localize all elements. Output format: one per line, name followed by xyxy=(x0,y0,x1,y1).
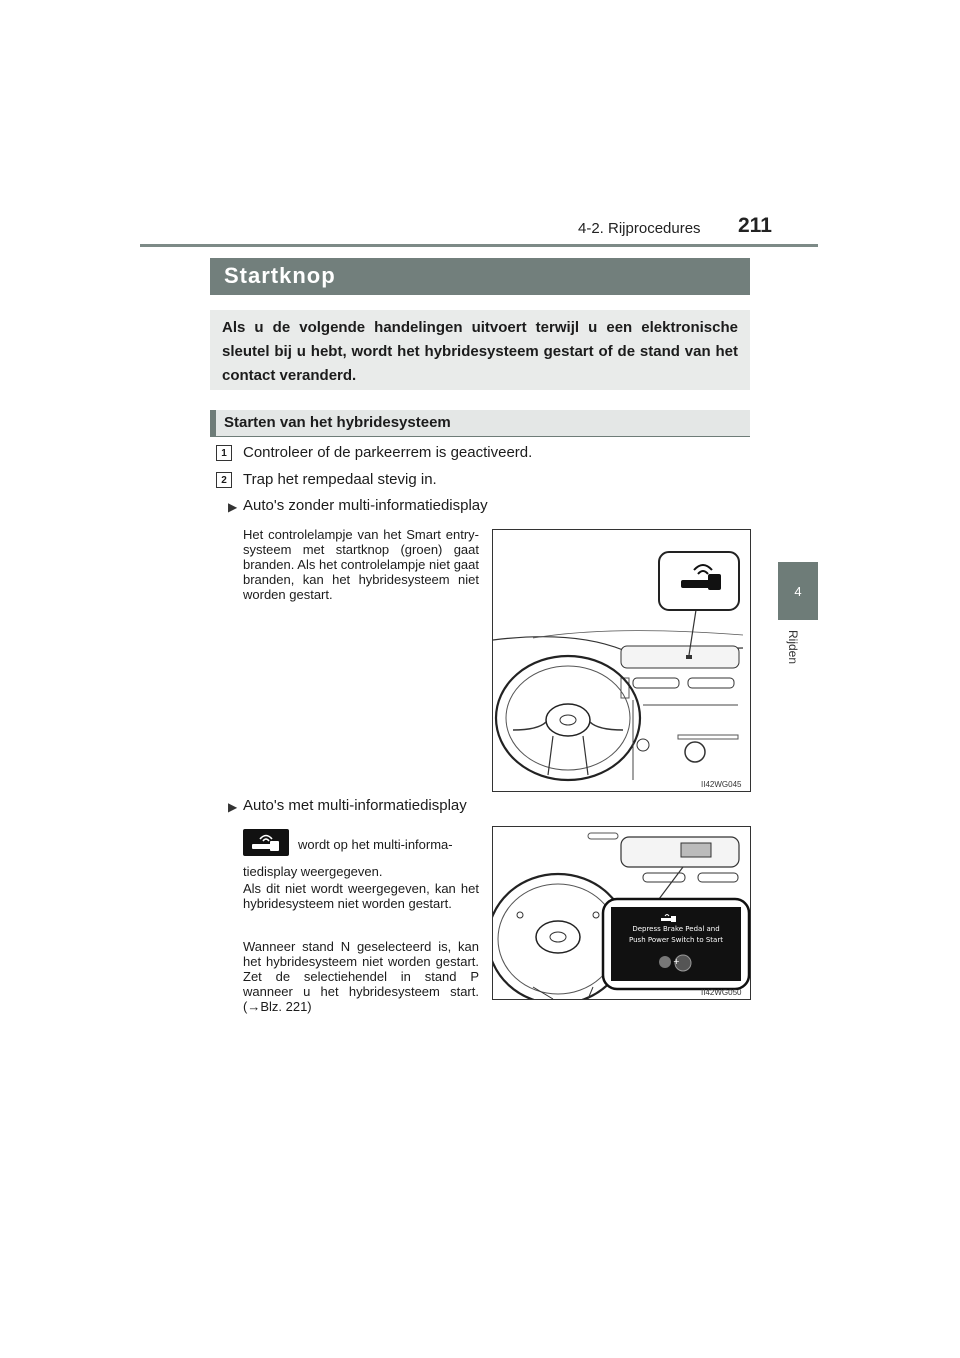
key-with-signal-icon xyxy=(243,829,289,856)
display-message-line-1: Depress Brake Pedal and xyxy=(632,925,720,933)
dashboard-illustration-2 xyxy=(493,827,750,999)
chapter-number: 4 xyxy=(794,583,802,599)
dashboard-illustration-1 xyxy=(493,530,750,791)
section-title: 4-2. Rijprocedures xyxy=(578,220,701,237)
step-text-2: Trap het rempedaal stevig in. xyxy=(243,471,437,488)
subheading-accent xyxy=(210,410,216,437)
step-text-1: Controleer of de parkeerrem is geactiveerd. xyxy=(243,444,533,461)
case-2-text-inline: wordt op het multi-informa- xyxy=(298,837,453,852)
display-message xyxy=(611,924,741,946)
subheading: Starten van het hybridesysteem xyxy=(224,414,451,431)
figure-code-2: II42WG050 xyxy=(701,988,742,997)
case-1-heading: Auto's zonder multi-informatiedisplay xyxy=(243,497,488,514)
case-1-text: Het controlelampje van het Smart entry-systeem met startknop (groen) gaat branden. Als het controlelampje niet gaat branden, kan het hybridesysteem niet worden gestart. xyxy=(243,527,479,602)
svg-text:+: + xyxy=(673,957,680,966)
step-number-2: 2 xyxy=(216,472,232,488)
step-number-1: 1 xyxy=(216,445,232,461)
chapter-tab xyxy=(778,562,818,620)
case-2-text-rest: tiedisplay weergegeven. xyxy=(243,864,383,879)
triangle-right-icon: ▶ xyxy=(228,500,238,514)
page-number: 211 xyxy=(738,214,772,237)
intro-text: Als u de volgende handelingen uitvoert terwijl u een elektronische sleutel bij u hebt, wordt het hybridesysteem gestart of de stand van het contact veranderd. xyxy=(222,319,738,384)
dashboard-figure-1 xyxy=(492,529,751,792)
page-title: Startknop xyxy=(224,263,336,288)
case-2-heading: Auto's met multi-informatiedisplay xyxy=(243,797,467,814)
figure-code-1: II42WG045 xyxy=(701,780,742,789)
dashboard-figure-2 xyxy=(492,826,751,1000)
chapter-label: Rijden xyxy=(786,630,800,665)
display-message-line-2: Push Power Switch to Start xyxy=(629,936,723,944)
case-2-text-2: Als dit niet wordt weergegeven, kan het hybridesysteem niet worden gestart. xyxy=(243,881,479,911)
case-2-text-3: Wanneer stand N geselecteerd is, kan het hybridesysteem niet worden gestart. Zet de selectiehendel in stand P wanneer u het hybridesysteem start. (→Blz. 221) xyxy=(243,939,479,1014)
header-rule xyxy=(140,244,818,247)
triangle-right-icon: ▶ xyxy=(228,800,238,814)
